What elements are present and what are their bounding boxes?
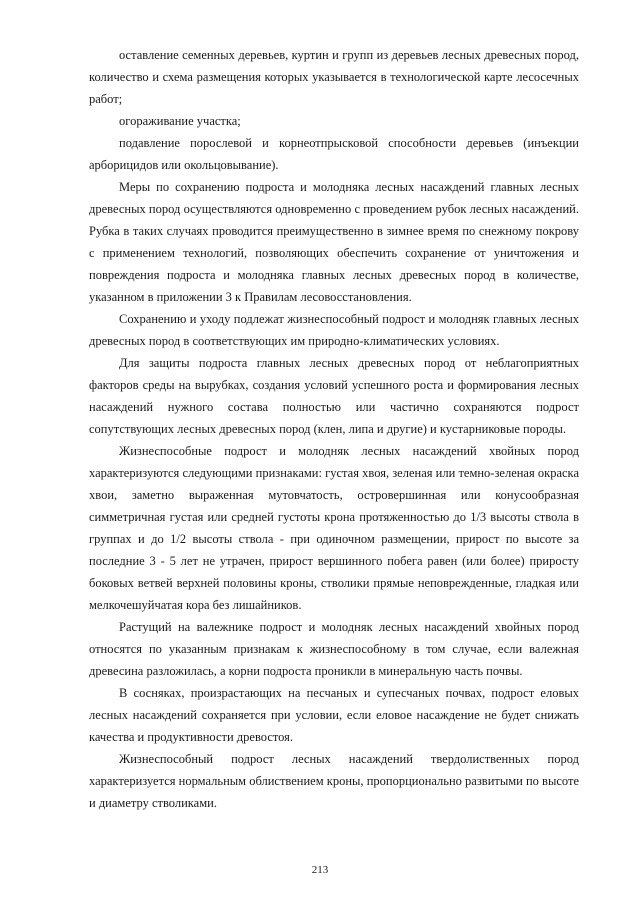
paragraph-deadwood: Растущий на валежнике подрост и молодняк лесных насаждений хвойных пород относятся по указанным признакам к жизнеспособному в том случае, если валежная древесина разложилась, а корни подроста проникли в минеральную часть почвы. bbox=[89, 620, 579, 678]
paragraph-seed-trees: оставление семенных деревьев, куртин и групп из деревьев лесных древесных пород, количество и схема размещения которых указывается в технологической карте лесосечных работ; bbox=[89, 48, 579, 106]
page-body bbox=[89, 44, 579, 814]
page-number: 213 bbox=[311, 864, 329, 876]
paragraph-hardwood: Жизнеспособный подрост лесных насаждений твердолиственных пород характеризуется нормальным облиствением кроны, пропорционально развитыми по высоте и диаметру стволиками. bbox=[89, 752, 579, 810]
paragraph-fencing: огораживание участка; bbox=[119, 114, 241, 128]
paragraph-coniferous-signs: Жизнеспособные подрост и молодняк лесных насаждений хвойных пород характеризуются следующими признаками: густая хвоя, зеленая или темно-зеленая окраска хвои, заметно выраженная мутовчатость, островершинная или конусообразная симметричная густая или средней густоты крона протяженностью до 1/3 высоты ствола в группах и до 1/2 высоты ствола - при одиночном размещении, прирост по высоте за последние 3 - 5 лет не утрачен, прирост вершинного побега равен (или более) приросту боковых ветвей верхней половины кроны, стволики прямые неповрежденные, гладкая или мелкочешуйчатая кора без лишайников. bbox=[89, 444, 579, 612]
paragraph-care: Сохранению и уходу подлежат жизнеспособный подрост и молодняк главных лесных древесных пород в соответствующих им природно-климатических условиях. bbox=[89, 312, 579, 348]
paragraph-suppression: подавление порослевой и корнеотпрысковой способности деревьев (инъекции арборицидов или окольцовывание). bbox=[89, 136, 579, 172]
paragraph-preservation-measures: Меры по сохранению подроста и молодняка лесных насаждений главных лесных древесных пород осуществляются одновременно с проведением рубок лесных насаждений. Рубка в таких случаях проводится преимущественно в зимнее время по снежному покрову с применением технологий, позволяющих обеспечить сохранение от уничтожения и повреждения подроста и молодняка главных лесных древесных пород в количестве, указанном в приложении 3 к Правилам лесовосстановления. bbox=[89, 180, 579, 304]
paragraph-protection: Для защиты подроста главных лесных древесных пород от неблагоприятных факторов среды на вырубках, создания условий успешного роста и формирования лесных насаждений нужного состава полностью или частично сохраняются подрост сопутствующих лесных древесных пород (клен, липа и другие) и кустарниковые породы. bbox=[89, 356, 579, 436]
paragraph-pine-forests: В сосняках, произрастающих на песчаных и супесчаных почвах, подрост еловых лесных насаждений сохраняется при условии, если еловое насаждение не будет снижать качества и продуктивности древостоя. bbox=[89, 686, 579, 744]
